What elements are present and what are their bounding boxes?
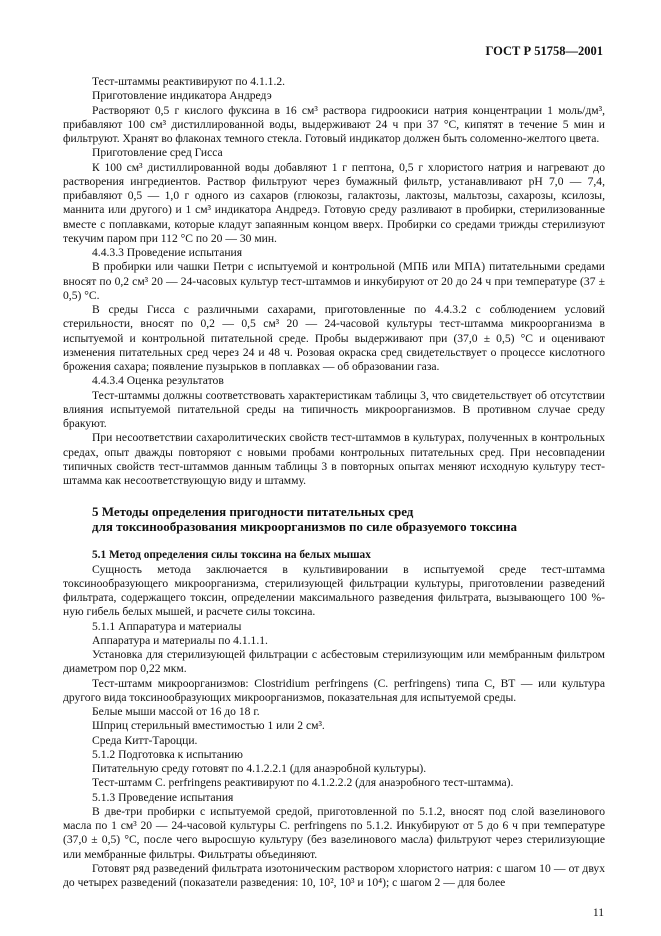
paragraph: Установка для стерилизующей фильтрации с асбестовым стерилизующим или мембранным фильтром диаметром пор 0,22 мкм. (63, 648, 605, 676)
section-title-line-1: 5 Методы определения пригодности питательных сред (92, 504, 414, 520)
paragraph: Тест-штаммы реактивируют по 4.1.1.2. (92, 75, 286, 88)
paragraph: Среда Китт-Тароцци. (92, 733, 198, 747)
paragraph: В среды Гисса с различными сахарами, приготовленные по 4.4.3.2 с соблюдением условий стерильности, вносят по 0,2 — 0,5 см³ 20 — 24-часовой культуры тест-штамма микроорганизма в испытуемой и контрольной питательной среде. Пробы выдерживают при (37,0 ± 0,5) °С и оценивают изменения питательных сред через 24 и 48 ч. Розовая окраска сред свидетельствует о процессе кислотного брожения сахара; появление пузырьков в поплавках — об образовании газа. (63, 303, 605, 373)
clause-heading: 4.4.3.4 Оценка результатов (92, 374, 224, 388)
paragraph: Сущность метода заключается в культивировании в испытуемой среде тест-штамма токсинообразующего микроорганизма, стерилизующей фильтрации культуры, приготовлении разведений фильтрата, содержащего токсин, определении максимального разведения фильтрата, вызывающего 100 %-ную гибель белых мышей, и расчете силы токсина. (63, 562, 605, 619)
section-heading (92, 504, 605, 534)
subsection-heading: 5.1 Метод определения силы токсина на белых мышах (92, 549, 371, 562)
paragraph: В две-три пробирки с испытуемой средой, приготовленной по 5.1.2, вносят под слой вазелинового масла по 1 см³ 20 — 24-часовой культуры C. perfringens по 5.1.2. Инкубируют от 5 до 6 ч при температуре (37,0 ± 0,5) °С, после чего выросшую культуру (без вазелинового масла) фильтруют через стерилизующие или мембранные фильтры. Фильтраты объединяют. (63, 804, 605, 861)
paragraph: Аппаратура и материалы по 4.1.1.1. (92, 633, 268, 647)
paragraph: Шприц стерильный вместимостью 1 или 2 см³. (92, 719, 325, 733)
paragraph: Белые мыши массой от 16 до 18 г. (92, 705, 260, 718)
paragraph: В пробирки или чашки Петри с испытуемой и контрольной (МПБ или МПА) питательными средами вносят по 0,2 см³ 20 — 24-часовых культур тест-штаммов и инкубируют от 20 до 24 ч при температуре (37 ± 0,5) °С. (63, 260, 605, 302)
paragraph-heading: Приготовление индикатора Андредэ (92, 89, 272, 103)
paragraph-heading: Приготовление сред Гисса (92, 146, 223, 160)
paragraph: Тест-штаммы должны соответствовать характеристикам таблицы 3, что свидетельствует об отсутствии влияния испытуемой питательной среды на типичность микроорганизмов. В противном случае среду бракуют. (63, 388, 605, 430)
paragraph: Питательную среду готовят по 4.1.2.2.1 (для анаэробной культуры). (92, 762, 427, 775)
document-body (63, 75, 605, 890)
paragraph: Тест-штамм микроорганизмов: Clostridium perfringens (C. perfringens) типа С, ВТ — или культура другого вида токсинообразующих микроорганизмов, показательная для испытуемой среды. (63, 676, 605, 704)
page-number: 11 (592, 906, 604, 919)
clause-heading: 5.1.1 Аппаратура и материалы (92, 619, 242, 633)
paragraph: При несоответствии сахаролитических свойств тест-штаммов в культурах, полученных в контрольных средах, опыт дважды повторяют с новыми пробами контрольных питательных сред. При несовпадении типичных свойств тест-штаммов данным таблицы 3 в повторных опытах меняют исходную культуру тест-штамма как несоответствующую виду и штамму. (63, 431, 605, 487)
paragraph: К 100 см³ дистиллированной воды добавляют 1 г пептона, 0,5 г хлористого натрия и нагревают до растворения ингредиентов. Раствор фильтруют через бумажный фильтр, устанавливают pH 7,0 — 7,4, прибавляют 0,5 — 1,0 г одного из сахаров (глюкозы, галактозы, лактозы, мальтозы, сахарозы, ксилозы, маннита или другого) и 1 см³ индикатора Андредэ. Готовую среду разливают в пробирки, стерилизованные вместе с поплавками, которые кладут запаянным концом вверх. Пробирки со средами трижды стерилизуют текучим паром при 112 °С по 20 — 30 мин. (63, 160, 605, 245)
clause-heading: 4.4.3.3 Проведение испытания (92, 246, 243, 259)
clause-heading: 5.1.3 Проведение испытания (92, 790, 234, 804)
document-code-header: ГОСТ Р 51758—2001 (485, 44, 603, 58)
clause-heading: 5.1.2 Подготовка к испытанию (92, 747, 243, 761)
paragraph: Растворяют 0,5 г кислого фуксина в 16 см³ раствора гидроокиси натрия концентрации 1 моль/дм³, прибавляют 100 см³ дистиллированной воды, выдерживают 24 ч при 37 °С, кипятят в течение 5 мин и фильтруют. Хранят во флаконах темного стекла. Готовый индикатор должен быть соломенно-желтого цвета. (63, 103, 605, 145)
paragraph: Тест-штамм C. perfringens реактивируют по 4.1.2.2.2 (для анаэробного тест-штамма). (92, 776, 514, 790)
paragraph: Готовят ряд разведений фильтрата изотоническим раствором хлористого натрия: с шагом 10 — от двух до четырех разведений (показатели разведения: 10, 10², 10³ и 10⁴); с шагом 2 — для более (63, 861, 605, 889)
section-title-line-2: для токсинообразования микроорганизмов по силе образуемого токсина (92, 519, 517, 535)
